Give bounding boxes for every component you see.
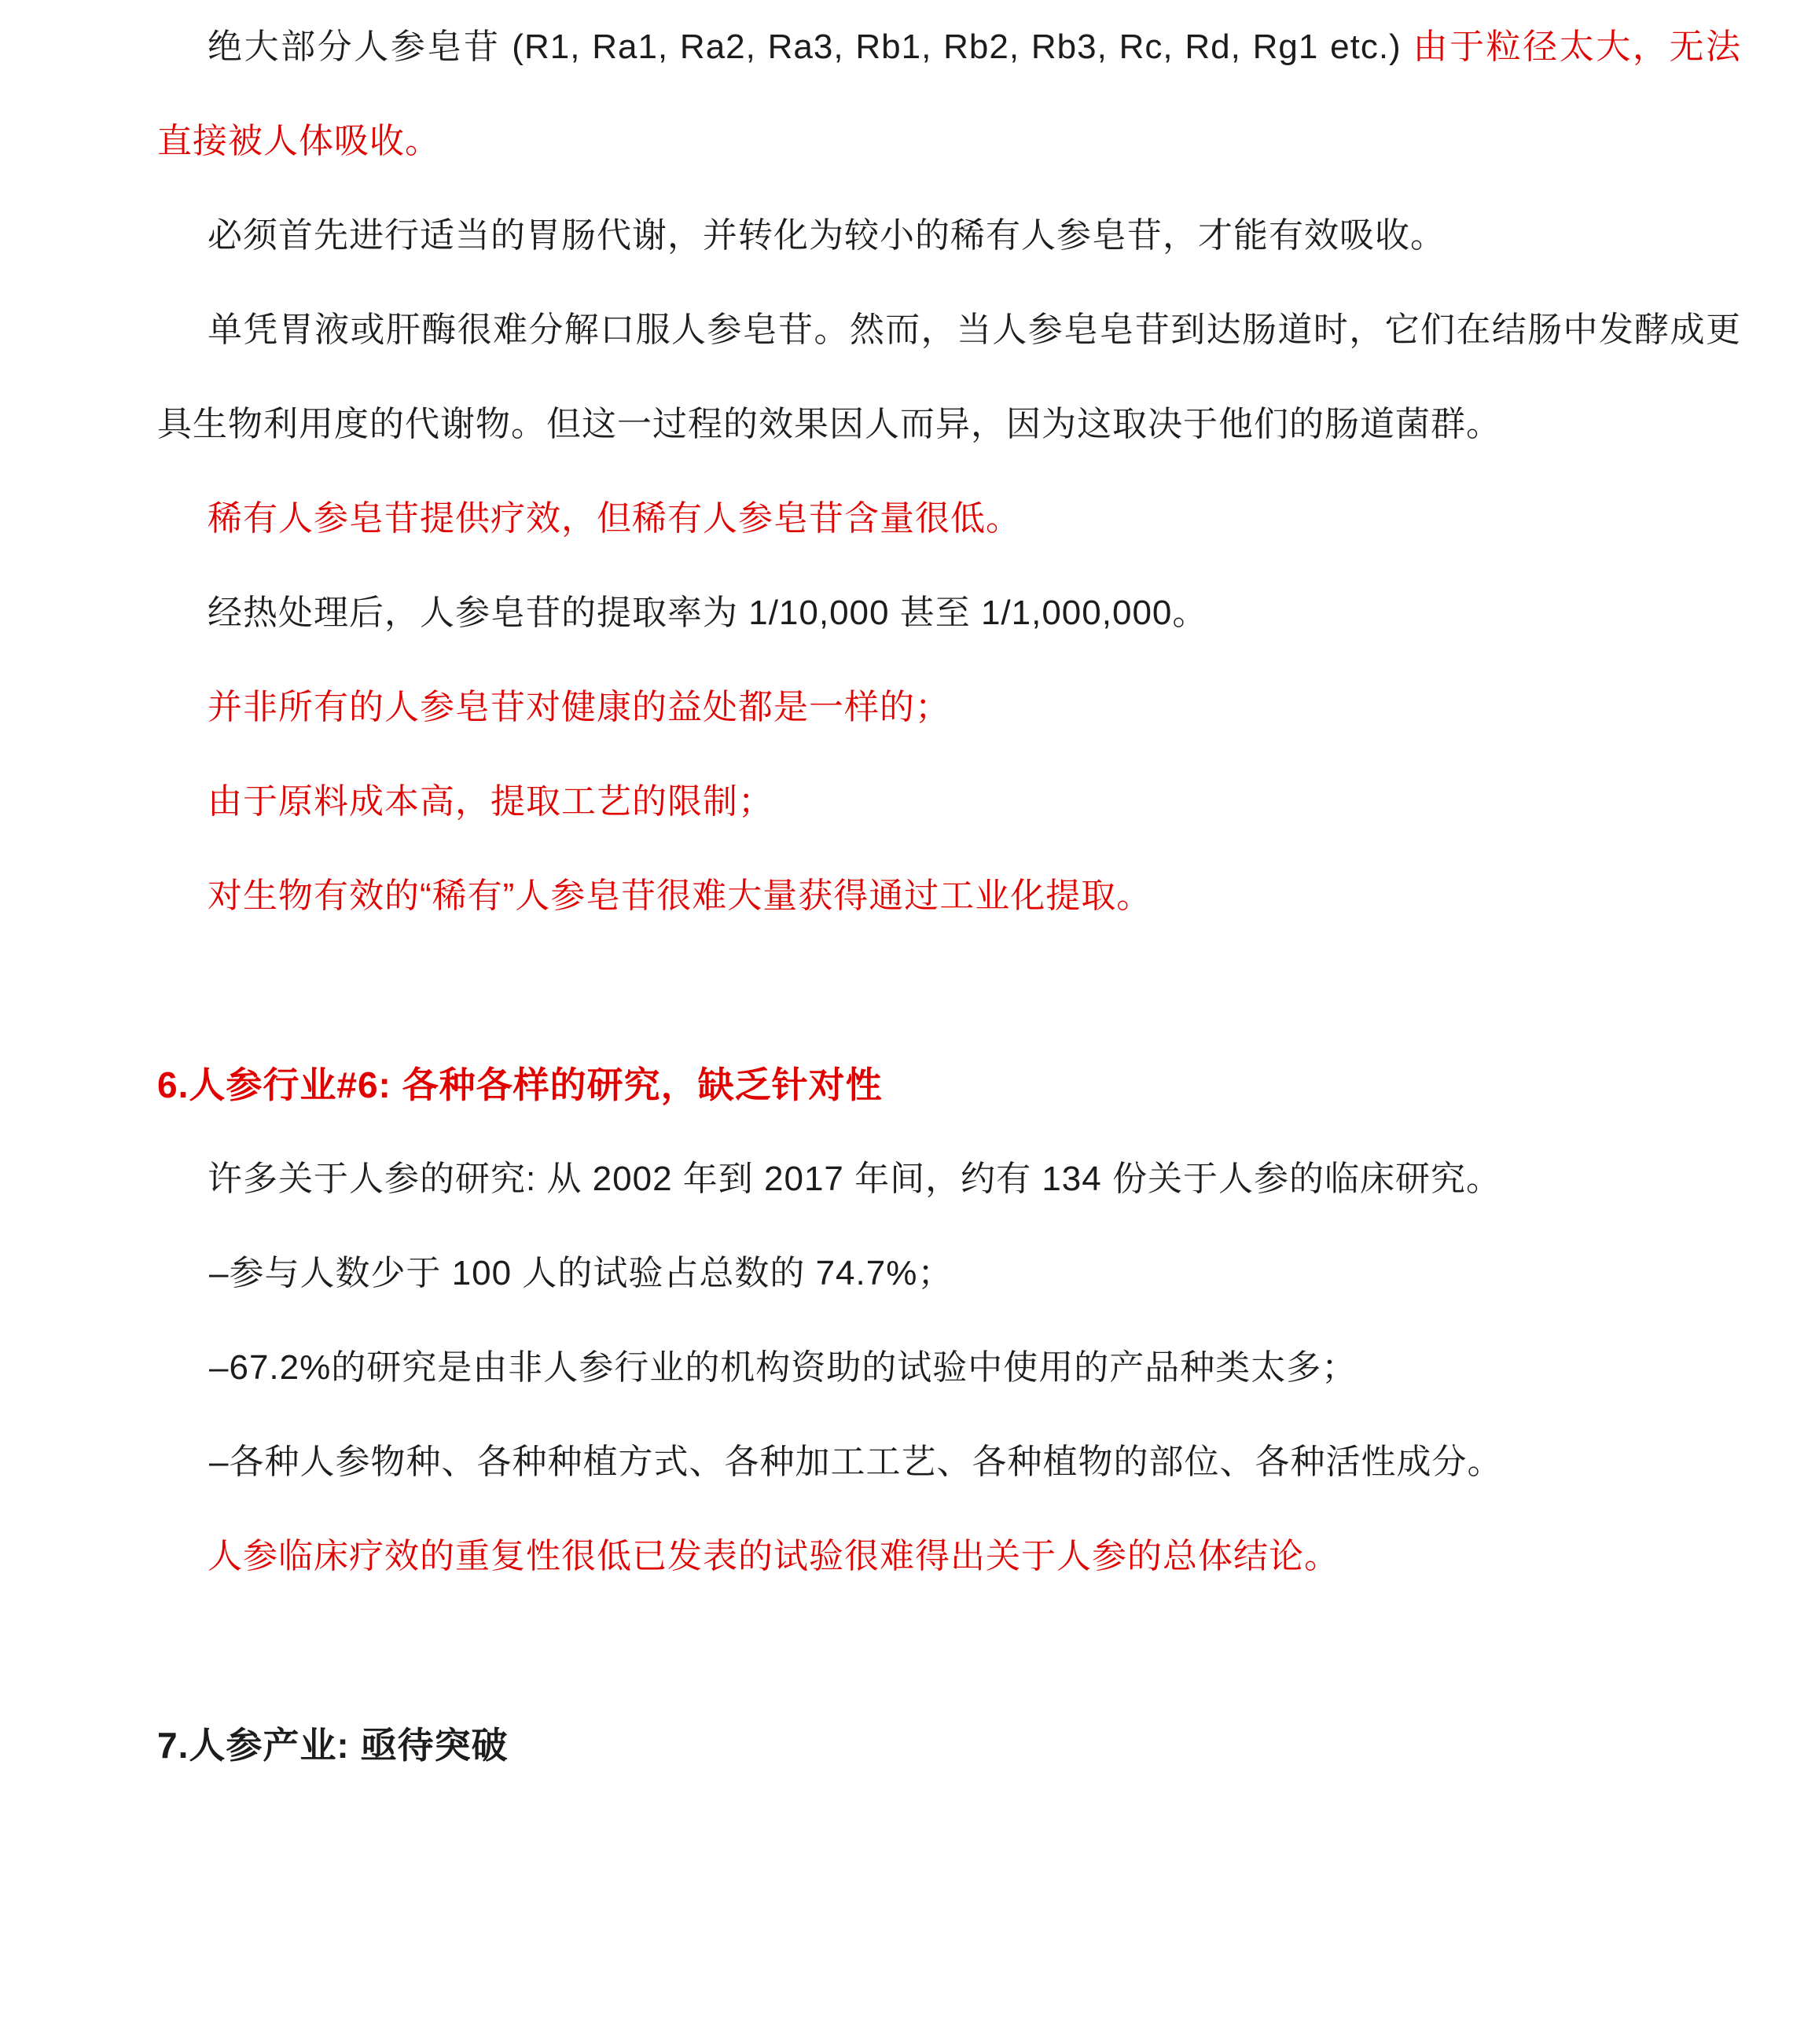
bullet-item-funding-text: 67.2%的研究是由非人参行业的机构资助的试验中使用的产品种类太多； [229, 1348, 1358, 1387]
bullet-dash: – [209, 1443, 230, 1481]
paragraph-industrial-extraction [157, 849, 1741, 943]
bullet-item-variety [157, 1415, 1741, 1509]
paragraph-industrial-extraction-text: 对生物有效的“稀有”人参皂苷很难大量获得通过工业化提取。 [208, 877, 1152, 915]
paragraph-not-all-equal [157, 660, 1741, 755]
paragraph-rare-ginsenoside-low-content-text: 稀有人参皂苷提供疗效，但稀有人参皂苷含量很低。 [208, 499, 1021, 538]
bullet-item-funding [157, 1321, 1741, 1415]
paragraph-repeatability-text: 人参临床疗效的重复性很低已发表的试验很难得出关于人参的总体结论。 [208, 1537, 1339, 1575]
bullet-item-participants-text: 参与人数少于 100 人的试验占总数的 74.7%； [229, 1254, 953, 1292]
paragraph-gut-flora [157, 283, 1741, 472]
paragraph-ginsenoside-size-black-text: 绝大部分人参皂苷 (R1, Ra1, Ra2, Ra3, Rb1, Rb2, Rb3, Rc, Rd, Rg1 etc.) [208, 28, 1413, 66]
bullet-dash: – [209, 1348, 230, 1387]
paragraph-gut-flora-text: 单凭胃液或肝酶很难分解口服人参皂苷。然而，当人参皂皂苷到达肠道时，它们在结肠中发酵成更具生物利用度的代谢物。但这一过程的效果因人而异，因为这取决于他们的肠道菌群。 [157, 311, 1741, 443]
paragraph-research-count [157, 1132, 1741, 1226]
bullet-dash: – [209, 1254, 230, 1292]
section-heading-6 [157, 1038, 1741, 1132]
paragraph-metabolism [157, 189, 1741, 283]
paragraph-not-all-equal-text: 并非所有的人参皂苷对健康的益处都是一样的； [208, 688, 950, 726]
paragraph-repeatability [157, 1509, 1741, 1604]
paragraph-rare-ginsenoside-low-content [157, 472, 1741, 566]
section-heading-6-text: 6.人参行业#6: 各种各样的研究，缺乏针对性 [157, 1064, 883, 1105]
paragraph-cost-limitation-text: 由于原料成本高，提取工艺的限制； [208, 782, 773, 821]
paragraph-extraction-rate-text: 经热处理后，人参皂苷的提取率为 1/10,000 甚至 1/1,000,000。 [208, 594, 1208, 632]
paragraph-extraction-rate [157, 566, 1741, 660]
paragraph-research-count-text: 许多关于人参的研究: 从 2002 年到 2017 年间，约有 134 份关于人参的临床研究。 [208, 1160, 1501, 1198]
paragraph-cost-limitation [157, 755, 1741, 849]
bullet-item-variety-text: 各种人参物种、各种种植方式、各种加工工艺、各种植物的部位、各种活性成分。 [229, 1443, 1503, 1481]
section-heading-7 [157, 1698, 1741, 1792]
paragraph-ginsenoside-size-red-text: 由于粒径太大，无法直接被人体吸收。 [157, 28, 1742, 160]
section-heading-7-text: 7.人参产业: 亟待突破 [157, 1725, 509, 1766]
bullet-item-participants [157, 1226, 1741, 1321]
paragraph-ginsenoside-size [157, 0, 1741, 189]
paragraph-metabolism-text: 必须首先进行适当的胃肠代谢，并转化为较小的稀有人参皂苷，才能有效吸收。 [208, 216, 1446, 255]
